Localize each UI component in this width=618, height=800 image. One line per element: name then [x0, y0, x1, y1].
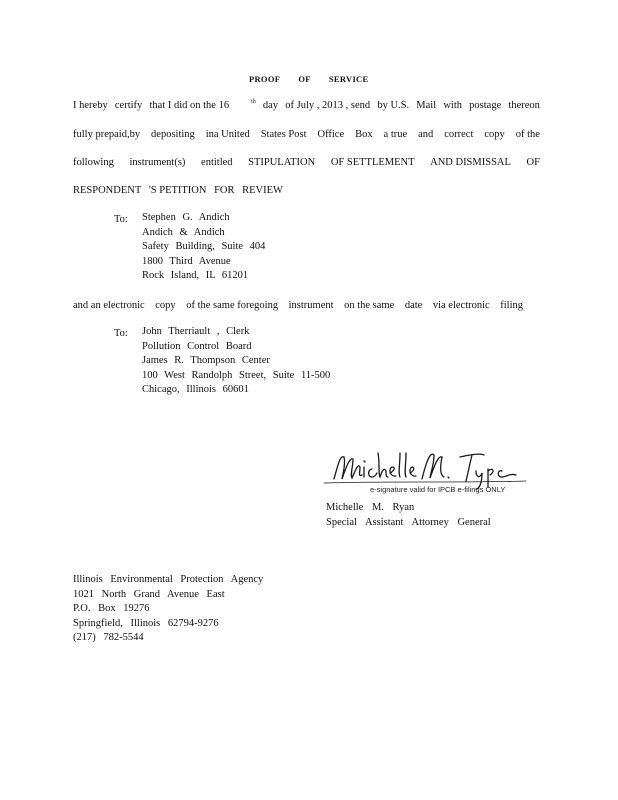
- cert-word: entitled: [201, 157, 233, 168]
- address-line: John Therriault , Clerk: [142, 326, 250, 337]
- agency-line: Springfield, Illinois 62794-9276: [73, 617, 219, 629]
- cert-word: of July , 2013 , send: [285, 100, 371, 111]
- to-label: To:: [114, 328, 128, 339]
- cert-word: copy: [484, 129, 505, 140]
- address-line: Andich & Andich: [142, 226, 225, 238]
- ecopy-word: of the same foregoing: [186, 300, 279, 311]
- cert-word: Box: [355, 129, 373, 140]
- agency-line: 1021 North Grand Avenue East: [73, 588, 225, 600]
- ecopy-word: via electronic: [432, 300, 490, 311]
- ordinal-suffix: th: [251, 99, 256, 105]
- cert-word: that I did on the 16 $^{th}$: [149, 99, 256, 111]
- recipient-address-1: [142, 211, 265, 284]
- recipient-address-2: [142, 325, 330, 398]
- cert-word: OF SETTLEMENT: [330, 157, 415, 168]
- signature-image: [320, 445, 530, 495]
- certification-line-2: [73, 129, 540, 140]
- cert-word: Mail: [416, 100, 437, 111]
- cert-word: ina United: [205, 129, 250, 140]
- cert-word: 'S PETITION: [148, 185, 207, 196]
- cert-word: day: [262, 100, 279, 111]
- cert-word: REVIEW: [242, 185, 283, 196]
- agency-line: P.O. Box 19276: [73, 603, 150, 614]
- cert-word: instrument(s): [129, 157, 186, 168]
- cert-word: following: [73, 157, 114, 168]
- cert-word: Office: [317, 129, 345, 140]
- ecopy-word: filing: [500, 300, 523, 311]
- address-line: Pollution Control Board: [142, 340, 252, 352]
- cert-word: FOR: [214, 185, 235, 196]
- address-line: Rock Island, IL 61201: [142, 270, 249, 281]
- cert-word: OF: [526, 157, 540, 168]
- cert-word: STIPULATION: [248, 157, 316, 168]
- signer-block: [326, 501, 491, 530]
- address-line: James R. Thompson Center: [142, 355, 270, 366]
- electronic-copy-line: [73, 300, 523, 311]
- ecopy-word: date: [404, 300, 423, 311]
- cert-word: correct: [444, 129, 474, 140]
- cert-word: with: [443, 100, 462, 111]
- signer-name: Michelle M. Ryan: [326, 502, 415, 513]
- cert-word: I hereby: [73, 100, 108, 111]
- cert-word: States Post: [260, 129, 307, 140]
- to-label: To:: [114, 214, 128, 225]
- address-line: 100 West Randolph Street, Suite 11-500: [142, 369, 331, 381]
- document-title: PROOF OF SERVICE: [249, 74, 369, 84]
- certification-line-4: [73, 185, 283, 196]
- cert-word: thereon: [508, 100, 540, 111]
- address-line: 1800 Third Avenue: [142, 255, 231, 267]
- certification-line-1: [73, 100, 540, 111]
- agency-line: (217) 782-5544: [73, 632, 144, 643]
- cert-word: RESPONDENT: [73, 185, 142, 196]
- ecopy-word: instrument: [288, 300, 334, 311]
- ecopy-word: copy: [155, 300, 176, 311]
- agency-address-block: [73, 573, 263, 646]
- cert-word: and: [418, 129, 434, 140]
- cert-word: AND DISMISSAL: [430, 157, 511, 168]
- cert-word: of the: [515, 129, 540, 140]
- cert-word: certify: [114, 100, 143, 111]
- cert-word: depositing: [151, 129, 195, 140]
- signature-caption: e-signature valid for IPCB e-filings ONLY: [370, 485, 506, 494]
- cert-word: a true: [383, 129, 408, 140]
- cert-word: by U.S.: [377, 100, 410, 111]
- signer-title: Special Assistant Attorney General: [326, 516, 491, 528]
- certification-line-3: [73, 157, 540, 168]
- address-line: Stephen G. Andich: [142, 212, 230, 223]
- address-line: Safety Building, Suite 404: [142, 241, 266, 252]
- cert-word: fully prepaid,by: [73, 129, 141, 140]
- ecopy-word: and an electronic: [73, 300, 145, 311]
- agency-line: Illinois Environmental Protection Agency: [73, 574, 264, 585]
- ecopy-word: on the same: [344, 300, 395, 311]
- address-line: Chicago, Illinois 60601: [142, 384, 249, 395]
- cert-word: postage: [469, 100, 502, 111]
